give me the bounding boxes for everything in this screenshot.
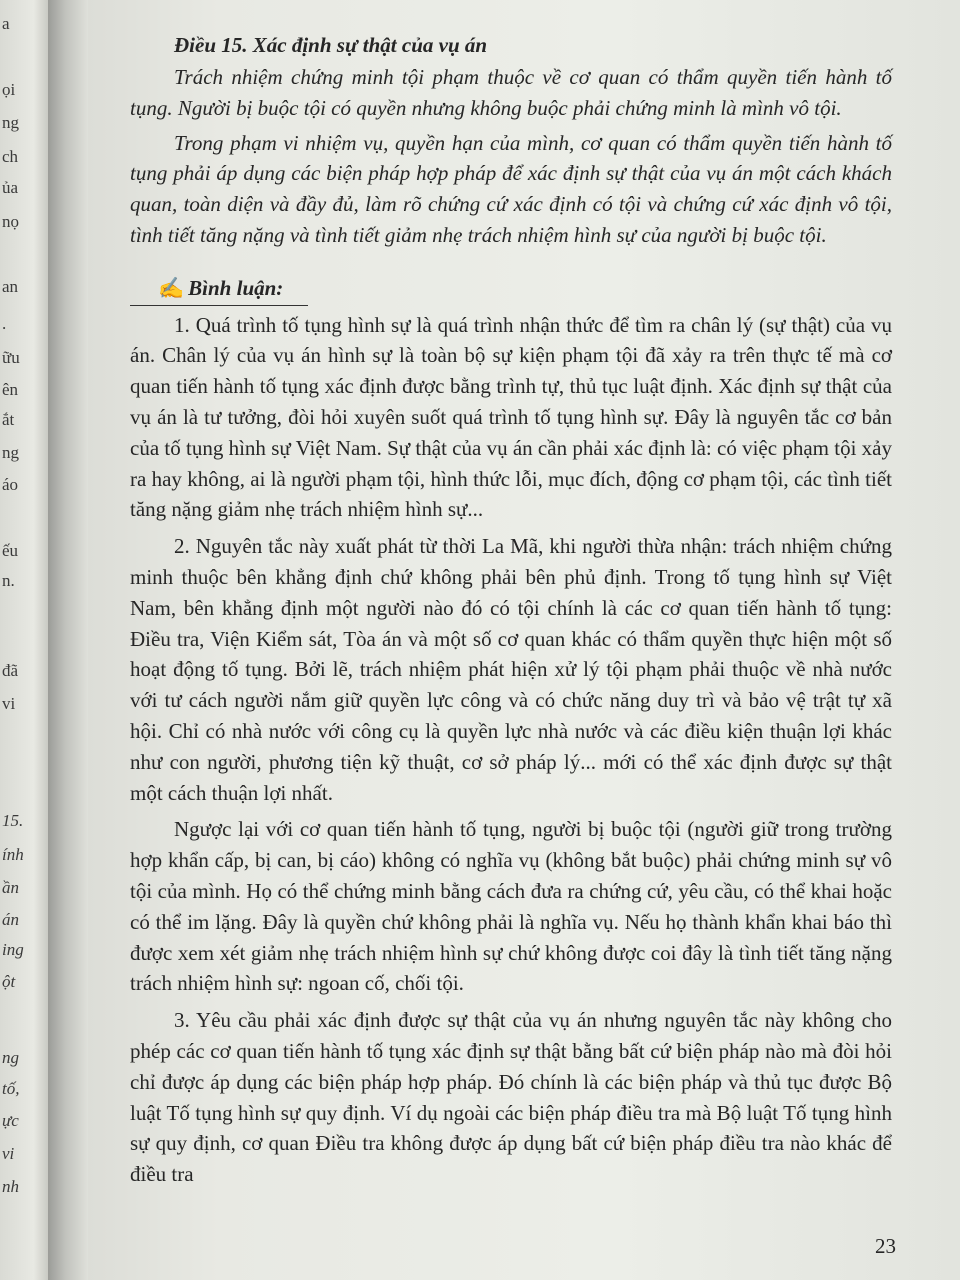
heading-underline bbox=[130, 305, 308, 306]
previous-page-edge bbox=[0, 0, 48, 1280]
prev-page-fragment: ột bbox=[2, 972, 16, 991]
prev-page-fragment: tố, bbox=[2, 1079, 20, 1098]
prev-page-fragment: an bbox=[2, 277, 19, 296]
commentary-paragraph: 1. Quá trình tố tụng hình sự là quá trình nhận thức để tìm ra chân lý (sự thật) của vụ án. Chân lý của vụ án hình sự là toàn bộ sự kiện phạm tội đã xảy ra trên thực tế mà cơ quan tiến hành tố tụng xác định được bằng trình tự, thủ tục luật định. Xác định sự thật của vụ án là tư tưởng, đòi hỏi xuyên suốt quá trình tố tụng hình sự. Đây là nguyên tắc cơ bản của tố tụng hình sự Việt Nam. Sự thật của vụ án cần phải xác định là: có việc phạm tội xảy ra hay không, ai là người phạm tội, hình thức lỗi, mục đích, động cơ phạm tội, các tình tiết tăng nặng giảm nhẹ trách nhiệm hình sự... bbox=[130, 312, 892, 522]
book-page bbox=[88, 0, 960, 1280]
prev-page-fragment: ủa bbox=[2, 178, 19, 197]
prev-page-fragment: ực bbox=[2, 1111, 19, 1130]
prev-page-fragment: ắt bbox=[2, 410, 15, 429]
prev-page-fragment: a bbox=[2, 14, 10, 33]
article-paragraph: Trong phạm vi nhiệm vụ, quyền hạn của mình, cơ quan có thẩm quyền tiến hành tố tụng phải áp dụng các biện pháp hợp pháp để xác định sự thật của vụ án một cách khách quan, toàn diện và đầy đủ, làm rõ chứng cứ xác định có tội và chứng cứ xác định vô tội, tình tiết tăng nặng và tình tiết giảm nhẹ trách nhiệm hình sự của người bị buộc tội. bbox=[130, 130, 892, 247]
prev-page-fragment: ếu bbox=[2, 541, 19, 560]
page-content bbox=[130, 30, 892, 1190]
commentary-paragraph: 2. Nguyên tắc này xuất phát từ thời La Mã, khi người thừa nhận: trách nhiệm chứng minh thuộc bên khẳng định chứ không phải bên phủ định. Trong tố tụng hình sự Việt Nam, bên khẳng định một người nào đó có tội chính là các cơ quan tiến hành tố tụng: Điều tra, Viện Kiểm sát, Tòa án và một số cơ quan khác có thẩm quyền thực hiện một số hoạt động tố tụng. Bởi lẽ, trách nhiệm phát hiện xử lý tội phạm phải thuộc về nhà nước với tư cách người nắm giữ quyền lực công và có chức năng duy trì và bảo vệ trật tự xã hội. Chỉ có nhà nước với công cụ là quyền lực nhà nước và các điều kiện thuận lợi khác như con người, phương tiện kỹ thuật, cơ sở pháp lý... mới có thể xác định được sự thật một cách thuận lợi nhất. bbox=[130, 534, 892, 805]
book-spine bbox=[48, 0, 88, 1280]
commentary-paragraph: Ngược lại với cơ quan tiến hành tố tụng, người bị buộc tội (người giữ trong trường hợp khẩn cấp, bị can, bị cáo) không có nghĩa vụ (không bắt buộc) phải chứng minh sự vô tội của mình. Họ có thể chứng minh bằng cách đưa ra chứng cứ, yêu cầu, có thể khai hoặc có thể im lặng. Đây là quyền chứ không phải là nghĩa vụ. Nếu họ thành khẩn khai báo thì được xem xét giảm nhẹ trách nhiệm hình sự chứ không được coi đây là tình tiết tăng nặng trách nhiệm hình sự: ngoan cố, chối tội. bbox=[130, 817, 892, 996]
article-title: Điều 15. Xác định sự thật của vụ án bbox=[174, 33, 488, 57]
pen-icon: ✍ bbox=[158, 275, 185, 300]
prev-page-fragment: nọ bbox=[2, 212, 19, 231]
commentary-paragraph: 3. Yêu cầu phải xác định được sự thật của vụ án nhưng nguyên tắc này không cho phép các cơ quan tiến hành tố tụng xác định sự thật bằng bất cứ biện pháp nào mà đòi hỏi chỉ được áp dụng các biện pháp hợp pháp. Đó chính là các biện pháp và thủ tục được Bộ luật Tố tụng hình sự quy định. Ví dụ ngoài các biện pháp điều tra mà Bộ luật Tố tụng hình sự quy định, cơ quan Điều tra không được áp dụng bất cứ biện pháp điều tra nào khác để điều tra bbox=[130, 1008, 892, 1187]
prev-page-fragment: ng bbox=[2, 1048, 19, 1067]
prev-page-fragment: án bbox=[2, 910, 19, 929]
prev-page-fragment: ch bbox=[2, 147, 19, 166]
prev-page-fragment: nh bbox=[2, 1177, 19, 1196]
prev-page-fragment: vi bbox=[2, 694, 16, 713]
prev-page-fragment: ng bbox=[2, 113, 19, 132]
prev-page-fragment: ính bbox=[2, 845, 24, 864]
prev-page-fragment: ữu bbox=[2, 348, 20, 367]
prev-page-fragment: vi bbox=[2, 1144, 15, 1163]
commentary-heading bbox=[130, 273, 308, 304]
prev-page-fragment: ing bbox=[2, 940, 24, 959]
prev-page-fragment: ọi bbox=[2, 80, 16, 99]
prev-page-fragment: n. bbox=[2, 571, 15, 590]
page-number: 23 bbox=[875, 1234, 896, 1258]
prev-page-fragment: 15. bbox=[2, 811, 24, 830]
prev-page-fragment: ần bbox=[2, 878, 19, 897]
article-text bbox=[130, 62, 892, 251]
prev-page-fragment: ng bbox=[2, 443, 19, 462]
prev-page-fragment: ên bbox=[2, 380, 19, 399]
prev-page-fragment: áo bbox=[2, 475, 19, 494]
prev-page-fragment: đã bbox=[2, 661, 19, 680]
prev-page-fragment: . bbox=[2, 314, 7, 333]
commentary-heading-label: Bình luận: bbox=[188, 275, 284, 300]
commentary-text bbox=[130, 310, 892, 1190]
article-paragraph: Trách nhiệm chứng minh tội phạm thuộc về cơ quan có thẩm quyền tiến hành tố tụng. Người bị buộc tội có quyền nhưng không buộc phải chứng minh là mình vô tội. bbox=[130, 65, 892, 120]
